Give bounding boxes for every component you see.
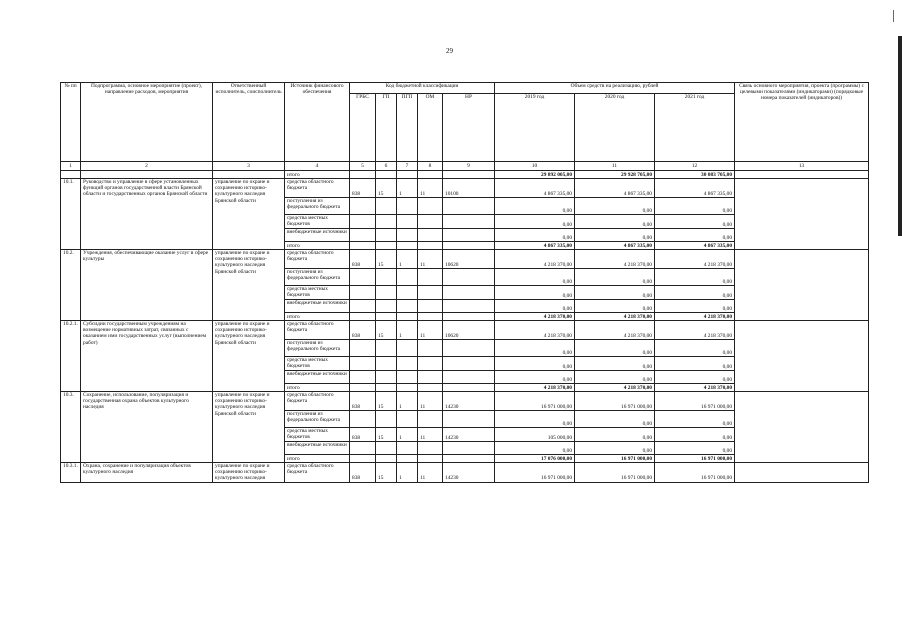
amount-2019: 0,00 [495,411,575,428]
code-pgp [397,215,418,229]
code-nr [443,286,495,300]
total-label: итого [285,313,350,321]
section-program: Руководство и управление в сфере установленных функций органов государственной власти Брянской области и государственных органов Брянской области [81,179,213,250]
amount-2019: 4 218 370,00 [495,250,575,269]
total-2020: 4 218 370,00 [575,384,655,392]
funding-source: средства местных бюджетов [285,428,350,442]
section-executor: управление по охране и сохранению историко-культурного наследия Брянской области [213,179,285,250]
code-nr: 10620 [443,250,495,269]
code-om [418,442,443,455]
section-program: Охрана, сохранение и популяризация объектов культурного наследия [81,463,213,483]
indicator-link [735,250,869,321]
section-num: 10.2.1. [61,321,81,392]
amount-2021: 4 218 370,00 [655,321,735,340]
code-om [418,215,443,229]
col-number: 10 [495,162,575,171]
total-2021: 4 867 335,00 [655,242,735,250]
col-number: 11 [575,162,655,171]
page-number: 29 [446,47,453,55]
budget-table [60,82,869,483]
code-gp [376,198,397,215]
code-pgp [397,357,418,371]
amount-2020: 0,00 [575,411,655,428]
code-grbs: 838 [350,179,376,198]
code-om [418,269,443,286]
code-grbs [350,411,376,428]
code-cell [350,384,376,392]
section-executor: управление по охране и сохранению историко-культурного наследия Брянской области [213,392,285,463]
section-num: 10.1. [61,179,81,250]
code-om: 11 [418,428,443,442]
col-number: 4 [285,162,350,171]
amount-2021: 4 867 335,00 [655,179,735,198]
amount-2021: 16 971 000,00 [655,392,735,411]
code-grbs: 838 [350,428,376,442]
code-cell [418,313,443,321]
funding-source: средства областного бюджета [285,392,350,411]
funding-source: внебюджетные источники [285,229,350,242]
amount-2019: 0,00 [495,300,575,313]
code-pgp [397,371,418,384]
amount-2021: 0,00 [655,442,735,455]
amount-2020: 0,00 [575,215,655,229]
amount-2020: 4 218 370,00 [575,250,655,269]
code-grbs [350,229,376,242]
header-code-pgp: ПГП [397,94,418,162]
amount-2019: 16 971 000,00 [495,463,575,483]
code-grbs [350,198,376,215]
code-cell [418,242,443,250]
funding-source: средства местных бюджетов [285,357,350,371]
code-pgp [397,229,418,242]
code-cell [397,242,418,250]
code-cell [397,455,418,463]
section-program: Субсидии государственным учреждениям на возмещение нормативных затрат, связанных с оказанием ими государственных услуг (выполнением работ) [81,321,213,392]
code-nr [443,357,495,371]
code-nr [443,215,495,229]
total-2019: 4 218 370,00 [495,384,575,392]
scan-edge-bar [898,36,902,236]
code-nr [443,229,495,242]
code-gp [376,215,397,229]
amount-2021: 0,00 [655,229,735,242]
amount-2019: 0,00 [495,286,575,300]
col-number: 5 [350,162,376,171]
amount-2019: 0,00 [495,229,575,242]
code-grbs [350,371,376,384]
code-cell [350,242,376,250]
amount-2020: 0,00 [575,229,655,242]
funding-source: средства областного бюджета [285,179,350,198]
indicator-link [735,321,869,392]
code-grbs [350,300,376,313]
code-cell [443,455,495,463]
col-number: 1 [61,162,81,171]
code-gp: 15 [376,392,397,411]
code-grbs: 838 [350,463,376,483]
table-body [61,162,869,483]
section-row [61,321,869,340]
code-cell [397,384,418,392]
header-code-gp: ГП [376,94,397,162]
code-cell [443,384,495,392]
amount-2020: 0,00 [575,428,655,442]
code-nr: 10100 [443,179,495,198]
code-pgp: 1 [397,321,418,340]
header-program: Подпрограмма, основное мероприятие (проект), направление расходов, мероприятия [81,83,213,162]
total-2019: 4 867 335,00 [495,242,575,250]
code-grbs: 838 [350,321,376,340]
code-om [418,229,443,242]
code-cell [350,455,376,463]
amount-2021: 0,00 [655,215,735,229]
col-number: 8 [418,162,443,171]
code-cell [376,455,397,463]
code-om: 11 [418,179,443,198]
code-om [418,371,443,384]
code-pgp: 1 [397,179,418,198]
total-2021: 4 218 370,00 [655,384,735,392]
amount-2021: 0,00 [655,411,735,428]
amount-2021: 0,00 [655,428,735,442]
header-code-om: ОМ [418,94,443,162]
code-om [418,286,443,300]
code-nr: 14230 [443,463,495,483]
header-num: № пп [61,83,81,162]
code-grbs [350,442,376,455]
amount-2021: 0,00 [655,340,735,357]
amount-2020: 4 218 370,00 [575,321,655,340]
code-grbs [350,215,376,229]
section-row [61,179,869,198]
code-pgp [397,442,418,455]
header-code-nr: НР [443,94,495,162]
code-gp [376,229,397,242]
code-pgp: 1 [397,463,418,483]
total-label: итого [285,171,350,179]
header-year-2019: 2019 год [495,94,575,162]
amount-2021: 0,00 [655,198,735,215]
code-nr [443,300,495,313]
funding-source: поступления из федерального бюджета [285,340,350,357]
code-cell [443,313,495,321]
header-source: Источник финансового обеспечения [285,83,350,162]
total-2020: 4 218 370,00 [575,313,655,321]
code-pgp [397,286,418,300]
amount-2019: 4 218 370,00 [495,321,575,340]
section-executor: управление по охране и сохранению историко-культурного наследия Брянской области [213,250,285,321]
code-gp [376,269,397,286]
amount-2019: 0,00 [495,442,575,455]
amount-2021: 0,00 [655,357,735,371]
code-om: 11 [418,321,443,340]
funding-source: внебюджетные источники [285,442,350,455]
code-cell [376,242,397,250]
col-number: 13 [735,162,869,171]
funding-source: поступления из федерального бюджета [285,269,350,286]
amount-2019: 0,00 [495,357,575,371]
code-grbs: 838 [350,392,376,411]
header-year-2020: 2020 год [575,94,655,162]
code-nr [443,411,495,428]
code-cell [376,313,397,321]
total-2021: 30 083 705,00 [655,171,735,179]
code-om [418,357,443,371]
amount-2020: 0,00 [575,340,655,357]
code-om: 11 [418,463,443,483]
code-pgp [397,198,418,215]
code-pgp [397,340,418,357]
header-link: Связь основного мероприятия, проекта (программы) с целевыми показателями (индикаторами) (порядковые номера показателей (индикаторов)) [735,83,869,162]
code-nr [443,442,495,455]
total-label: итого [285,242,350,250]
code-pgp [397,411,418,428]
col-number: 7 [397,162,418,171]
indicator-link [735,179,869,250]
amount-2020: 0,00 [575,198,655,215]
section-num: 10.3. [61,392,81,463]
total-2019: 4 218 370,00 [495,313,575,321]
amount-2019: 4 867 335,00 [495,179,575,198]
code-gp [376,411,397,428]
header-year-2021: 2021 год [655,94,735,162]
total-2020: 29 928 705,00 [575,171,655,179]
code-gp [376,357,397,371]
code-om: 11 [418,250,443,269]
amount-2019: 105 000,00 [495,428,575,442]
section-row [61,250,869,269]
total-2019: 29 892 005,00 [495,171,575,179]
code-cell [418,384,443,392]
code-gp: 15 [376,321,397,340]
code-grbs [350,357,376,371]
amount-2021: 0,00 [655,300,735,313]
amount-2020: 0,00 [575,286,655,300]
column-number-row [61,162,869,171]
code-grbs [350,286,376,300]
total-2021: 16 971 000,00 [655,455,735,463]
amount-2019: 16 971 000,00 [495,392,575,411]
funding-source: средства областного бюджета [285,250,350,269]
funding-source: внебюджетные источники [285,300,350,313]
amount-2019: 0,00 [495,269,575,286]
indicator-link [735,463,869,483]
code-gp [376,286,397,300]
code-gp [376,442,397,455]
amount-2019: 0,00 [495,198,575,215]
header-amount-group: Объем средств на реализацию, рублей [495,83,735,94]
code-nr: 14230 [443,392,495,411]
amount-2020: 16 971 000,00 [575,392,655,411]
code-cell [397,313,418,321]
code-pgp: 1 [397,250,418,269]
col-number: 3 [213,162,285,171]
amount-2020: 0,00 [575,269,655,286]
code-gp: 15 [376,250,397,269]
header-executor: Ответственный исполнитель, соисполнитель [213,83,285,162]
col-number: 2 [81,162,213,171]
total-2021: 4 218 370,00 [655,313,735,321]
funding-source: средства местных бюджетов [285,215,350,229]
code-nr [443,198,495,215]
amount-2021: 0,00 [655,371,735,384]
code-grbs [350,340,376,357]
amount-2021: 4 218 370,00 [655,250,735,269]
code-grbs: 838 [350,250,376,269]
total-2020: 16 971 000,00 [575,455,655,463]
code-nr [443,340,495,357]
funding-source: средства областного бюджета [285,463,350,483]
amount-2021: 0,00 [655,269,735,286]
header-code-grbs: ГРБС [350,94,376,162]
scan-edge-mark [893,10,894,22]
code-gp [376,300,397,313]
section-program: Сохранение, использование, популяризация и государственная охрана объектов культурного наследия [81,392,213,463]
amount-2020: 0,00 [575,442,655,455]
amount-2020: 0,00 [575,357,655,371]
header-code-group: Код бюджетной классификации [350,83,495,94]
code-gp [376,340,397,357]
section-executor: управление по охране и сохранению историко-культурного наследия Брянской области [213,321,285,392]
amount-2020: 0,00 [575,300,655,313]
col-number: 12 [655,162,735,171]
amount-2020: 0,00 [575,371,655,384]
code-pgp [397,300,418,313]
code-nr: 10620 [443,321,495,340]
amount-2020: 16 971 000,00 [575,463,655,483]
section-executor: управление по охране и сохранению историко-культурного наследия [213,463,285,483]
code-om [418,340,443,357]
code-cell [418,455,443,463]
code-om [418,411,443,428]
total-2020: 4 867 335,00 [575,242,655,250]
code-om [418,300,443,313]
amount-2019: 0,00 [495,340,575,357]
section-program: Учреждения, обеспечивающие оказание услуг в сфере культуры [81,250,213,321]
code-cell [443,242,495,250]
total-label: итого [285,384,350,392]
code-gp: 15 [376,428,397,442]
total-2019: 17 076 000,00 [495,455,575,463]
code-nr: 14230 [443,428,495,442]
code-nr [443,269,495,286]
funding-source: поступления из федерального бюджета [285,411,350,428]
table-header [61,83,869,162]
code-om [418,198,443,215]
code-pgp: 1 [397,428,418,442]
amount-2021: 16 971 000,00 [655,463,735,483]
code-gp: 15 [376,463,397,483]
code-grbs [350,269,376,286]
section-row [61,463,869,483]
funding-source: внебюджетные источники [285,371,350,384]
code-cell [376,384,397,392]
total-label: итого [285,455,350,463]
code-pgp [397,269,418,286]
amount-2019: 0,00 [495,215,575,229]
amount-2021: 0,00 [655,286,735,300]
amount-2020: 4 867 335,00 [575,179,655,198]
amount-2019: 0,00 [495,371,575,384]
section-num: 10.2. [61,250,81,321]
code-om: 11 [418,392,443,411]
col-number: 6 [376,162,397,171]
section-num: 10.3.1. [61,463,81,483]
grand-total-row [61,171,869,179]
funding-source: средства областного бюджета [285,321,350,340]
col-number: 9 [443,162,495,171]
code-cell [350,313,376,321]
code-nr [443,371,495,384]
section-row [61,392,869,411]
code-pgp: 1 [397,392,418,411]
indicator-link [735,392,869,463]
code-gp [376,371,397,384]
funding-source: средства местных бюджетов [285,286,350,300]
funding-source: поступления из федерального бюджета [285,198,350,215]
code-gp: 15 [376,179,397,198]
